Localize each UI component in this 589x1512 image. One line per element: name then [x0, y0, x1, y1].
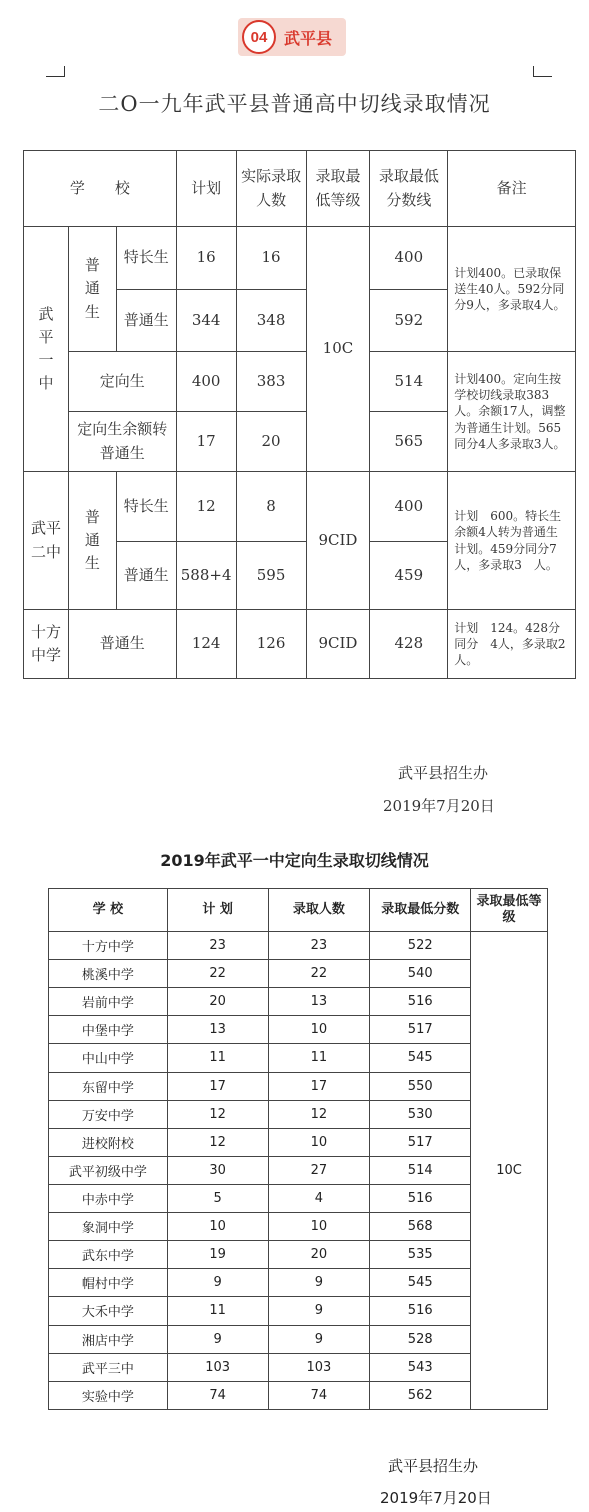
row-min-score: 540: [370, 960, 471, 988]
row-admitted: 12: [268, 1100, 370, 1128]
school2-grade: 9CID: [306, 472, 370, 610]
row-min-score: 568: [370, 1213, 471, 1241]
school1-remainder-label: 定向生余额转普通生: [68, 412, 176, 472]
row-school: 十方中学: [49, 932, 168, 960]
row-min-score: 535: [370, 1241, 471, 1269]
row-admitted: 20: [268, 1241, 370, 1269]
school3-note: 计划 124。428分同分 4人，多录取2人。: [448, 610, 576, 679]
row-plan: 11: [167, 1044, 268, 1072]
row-plan: 11: [167, 1297, 268, 1325]
row-min-score: 516: [370, 1184, 471, 1212]
row-plan: 9: [167, 1325, 268, 1353]
row-min-score: 517: [370, 1016, 471, 1044]
row-school: 东留中学: [49, 1072, 168, 1100]
grade-cell: 10C: [471, 932, 548, 1410]
row-admitted: 9: [268, 1297, 370, 1325]
row-plan: 23: [167, 932, 268, 960]
header-min-grade: 录取最低等级: [471, 889, 548, 932]
table-row: [24, 472, 576, 542]
row-plan: 12: [167, 1100, 268, 1128]
school2-regular-score: 459: [370, 542, 448, 610]
school1-regular-score: 592: [370, 290, 448, 352]
doc1-title: 二O一九年武平县普通高中切线录取情况: [98, 92, 491, 116]
doc2-directed-table: [48, 888, 548, 1410]
row-plan: 13: [167, 1016, 268, 1044]
row-min-score: 545: [370, 1044, 471, 1072]
school2-group-cell: [68, 472, 116, 610]
row-plan: 17: [167, 1072, 268, 1100]
row-school: 帽村中学: [49, 1269, 168, 1297]
school1-group-cell: [68, 227, 116, 352]
school1-name-cell: [24, 227, 69, 472]
row-school: 中堡中学: [49, 1016, 168, 1044]
row-min-score: 550: [370, 1072, 471, 1100]
row-plan: 74: [167, 1381, 268, 1409]
row-admitted: 11: [268, 1044, 370, 1072]
doc2-title: 2019年武平一中定向生录取切线情况: [160, 851, 429, 870]
table-row: [49, 932, 548, 960]
school2-name: 武平二中: [24, 472, 69, 610]
header-school: 学 校: [49, 889, 168, 932]
school3-score: 428: [370, 610, 448, 679]
row-admitted: 10: [268, 1213, 370, 1241]
header-actual: 实际录取人数: [236, 151, 306, 227]
doc2-signature: 武平县招生办: [388, 1457, 479, 1475]
school1-directed-actual: 383: [236, 352, 306, 412]
row-admitted: 10: [268, 1016, 370, 1044]
row-admitted: 10: [268, 1128, 370, 1156]
row-admitted: 22: [268, 960, 370, 988]
row-admitted: 9: [268, 1325, 370, 1353]
corner-mark-left: [46, 66, 65, 77]
doc1-date: 2019年7月20日: [383, 797, 495, 815]
corner-mark-right: [533, 66, 552, 77]
row-min-score: 562: [370, 1381, 471, 1409]
school1-directed-score: 514: [370, 352, 448, 412]
school3-name: 十方中学: [24, 610, 69, 679]
school1-group: 普通生: [84, 256, 100, 321]
badge-number: 04: [242, 20, 276, 54]
row-plan: 5: [167, 1184, 268, 1212]
doc1-admission-table: [23, 150, 576, 679]
school1-directed-label: 定向生: [68, 352, 176, 412]
school1-remainder-score: 565: [370, 412, 448, 472]
school2-special-plan: 12: [176, 472, 236, 542]
row-school: 武东中学: [49, 1241, 168, 1269]
row-plan: 20: [167, 988, 268, 1016]
row-school: 岩前中学: [49, 988, 168, 1016]
school1-special-plan: 16: [176, 227, 236, 290]
row-school: 实验中学: [49, 1381, 168, 1409]
school1-regular-actual: 348: [236, 290, 306, 352]
school3-actual: 126: [236, 610, 306, 679]
row-min-score: 522: [370, 932, 471, 960]
header-admitted: 录取人数: [268, 889, 370, 932]
table-row: [24, 352, 576, 412]
row-admitted: 74: [268, 1381, 370, 1409]
school3-grade: 9CID: [306, 610, 370, 679]
row-school: 湘店中学: [49, 1325, 168, 1353]
header-school: 学 校: [24, 151, 177, 227]
row-admitted: 23: [268, 932, 370, 960]
row-plan: 10: [167, 1213, 268, 1241]
table-row: [24, 227, 576, 290]
header-plan: 计划: [176, 151, 236, 227]
row-admitted: 4: [268, 1184, 370, 1212]
row-plan: 12: [167, 1128, 268, 1156]
row-min-score: 545: [370, 1269, 471, 1297]
row-school: 象洞中学: [49, 1213, 168, 1241]
school2-regular-plan: 588+4: [176, 542, 236, 610]
row-plan: 9: [167, 1269, 268, 1297]
row-min-score: 516: [370, 988, 471, 1016]
school1-note1: 计划400。已录取保送生40人。592分同分9人，多录取4人。: [448, 227, 576, 352]
table-header-row: [24, 151, 576, 227]
row-school: 中赤中学: [49, 1184, 168, 1212]
school3-label: 普通生: [68, 610, 176, 679]
row-school: 武平初级中学: [49, 1156, 168, 1184]
school2-group: 普通生: [84, 507, 100, 573]
row-min-score: 530: [370, 1100, 471, 1128]
header-notes: 备注: [448, 151, 576, 227]
row-plan: 19: [167, 1241, 268, 1269]
school1-regular-label: 普通生: [116, 290, 176, 352]
school1-special-actual: 16: [236, 227, 306, 290]
row-admitted: 103: [268, 1353, 370, 1381]
school1-remainder-actual: 20: [236, 412, 306, 472]
school1-note2: 计划400。定向生按学校切线录取383人。余额17人，调整为普通生计划。565同分4人多录取3人。: [448, 352, 576, 472]
school1-directed-plan: 400: [176, 352, 236, 412]
badge-name: 武平县: [284, 28, 333, 48]
row-school: 进校附校: [49, 1128, 168, 1156]
doc2-date: 2019年7月20日: [380, 1489, 492, 1507]
row-school: 中山中学: [49, 1044, 168, 1072]
row-school: 武平三中: [49, 1353, 168, 1381]
table-row: [24, 610, 576, 679]
header-min-score: 录取最低分数线: [370, 151, 448, 227]
school2-special-label: 特长生: [116, 472, 176, 542]
row-min-score: 514: [370, 1156, 471, 1184]
header-plan: 计 划: [167, 889, 268, 932]
row-min-score: 528: [370, 1325, 471, 1353]
school2-note: 计划 600。特长生余额4人转为普通生计划。459分同分7人，多录取3 人。: [448, 472, 576, 610]
table-header-row: [49, 889, 548, 932]
doc1-signature: 武平县招生办: [398, 764, 489, 782]
region-badge: [238, 18, 346, 56]
school1-regular-plan: 344: [176, 290, 236, 352]
row-admitted: 17: [268, 1072, 370, 1100]
school1-grade: 10C: [306, 227, 370, 472]
header-min-grade: 录取最低等级: [306, 151, 370, 227]
row-plan: 30: [167, 1156, 268, 1184]
row-min-score: 543: [370, 1353, 471, 1381]
row-min-score: 517: [370, 1128, 471, 1156]
school2-special-actual: 8: [236, 472, 306, 542]
school1-name: 武平一中: [38, 304, 54, 393]
header-min-score: 录取最低分数: [370, 889, 471, 932]
row-school: 大禾中学: [49, 1297, 168, 1325]
school2-special-score: 400: [370, 472, 448, 542]
school1-special-label: 特长生: [116, 227, 176, 290]
school3-plan: 124: [176, 610, 236, 679]
school2-regular-label: 普通生: [116, 542, 176, 610]
school1-special-score: 400: [370, 227, 448, 290]
school2-regular-actual: 595: [236, 542, 306, 610]
row-plan: 103: [167, 1353, 268, 1381]
row-min-score: 516: [370, 1297, 471, 1325]
row-school: 桃溪中学: [49, 960, 168, 988]
row-school: 万安中学: [49, 1100, 168, 1128]
row-admitted: 9: [268, 1269, 370, 1297]
row-plan: 22: [167, 960, 268, 988]
school1-remainder-plan: 17: [176, 412, 236, 472]
row-admitted: 27: [268, 1156, 370, 1184]
row-admitted: 13: [268, 988, 370, 1016]
